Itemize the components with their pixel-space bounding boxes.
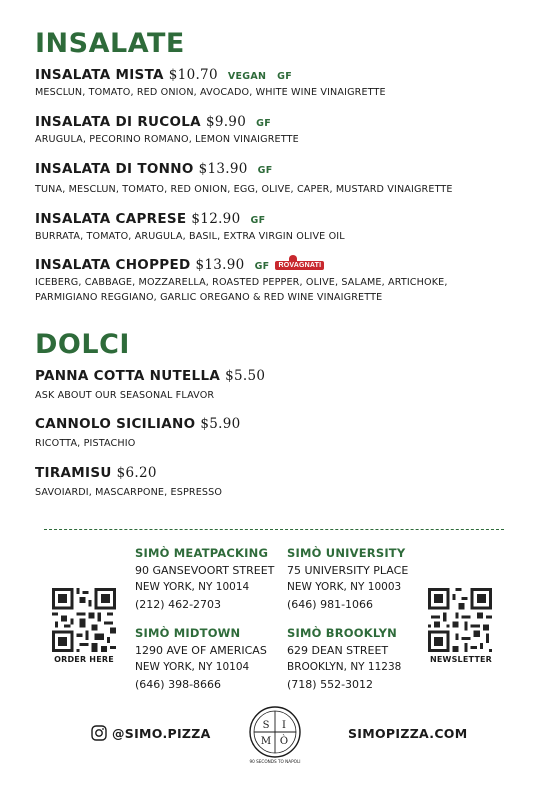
location-city: BROOKLYN, NY 11238 — [287, 661, 402, 673]
order-qr-code[interactable] — [52, 588, 116, 652]
location-phone[interactable]: (212) 462-2703 — [135, 598, 222, 611]
item-price: $6.20 — [116, 465, 157, 481]
rovagnati-logo: ROVAGNATI — [275, 261, 324, 270]
item-name: INSALATA CAPRESE — [35, 211, 187, 227]
instagram-icon[interactable] — [91, 725, 107, 741]
menu-item — [35, 161, 515, 197]
svg-text:Ò: Ò — [279, 736, 289, 747]
item-name: CANNOLO SICILIANO — [35, 416, 196, 432]
diet-tags: GF — [257, 165, 273, 176]
diet-tags: VEGAN GF — [227, 71, 292, 82]
item-description: TUNA, MESCLUN, TOMATO, RED ONION, EGG, OLIVE, CAPER, MUSTARD VINAIGRETTE — [35, 184, 453, 195]
svg-text:90 SECONDS TO NAPOLI: 90 SECONDS TO NAPOLI — [249, 759, 301, 764]
website-link[interactable]: SIMOPIZZA.COM — [348, 726, 468, 741]
item-price: $12.90 — [191, 211, 241, 227]
item-price: $9.90 — [205, 114, 247, 130]
menu-item — [35, 114, 515, 147]
location-midtown — [135, 626, 267, 693]
salads-heading: INSALATE — [35, 28, 185, 59]
item-price: $13.90 — [198, 161, 248, 177]
location-meatpacking — [135, 546, 274, 613]
svg-text:S: S — [262, 720, 270, 731]
location-name: SIMÒ MIDTOWN — [135, 626, 241, 640]
menu-item — [35, 257, 515, 305]
item-price: $10.70 — [168, 67, 218, 83]
item-description: SAVOIARDI, MASCARPONE, ESPRESSO — [35, 487, 223, 498]
item-description: ARUGULA, PECORINO ROMANO, LEMON VINAIGRETTE — [35, 134, 299, 145]
diet-tags: GF — [250, 215, 266, 226]
location-university — [287, 546, 408, 613]
diet-tags: GF — [254, 261, 270, 272]
item-name: INSALATA DI RUCOLA — [35, 114, 201, 130]
simo-logo — [247, 705, 303, 765]
item-description-continued: PARMIGIANO REGGIANO, GARLIC OREGANO & RED WINE VINAIGRETTE — [35, 292, 383, 303]
location-city: NEW YORK, NY 10003 — [287, 581, 402, 593]
section-divider — [44, 529, 504, 530]
item-price: $5.50 — [225, 368, 266, 384]
desserts-heading: DOLCI — [35, 329, 130, 360]
newsletter-qr-code[interactable] — [428, 588, 492, 652]
svg-text:I: I — [282, 720, 286, 731]
item-description: BURRATA, TOMATO, ARUGULA, BASIL, EXTRA VIRGIN OLIVE OIL — [35, 231, 345, 242]
item-name: PANNA COTTA NUTELLA — [35, 368, 221, 384]
location-street: 90 GANSEVOORT STREET — [135, 564, 275, 577]
item-description: MESCLUN, TOMATO, RED ONION, AVOCADO, WHITE WINE VINAIGRETTE — [35, 87, 386, 98]
location-street: 75 UNIVERSITY PLACE — [287, 564, 409, 577]
diet-tags: GF — [256, 118, 271, 129]
location-brooklyn — [287, 626, 401, 693]
location-phone[interactable]: (646) 981-1066 — [287, 598, 374, 611]
item-price: $5.90 — [200, 416, 241, 432]
item-name: TIRAMISU — [35, 465, 112, 481]
location-name: SIMÒ BROOKLYN — [287, 626, 397, 640]
location-city: NEW YORK, NY 10104 — [135, 661, 250, 673]
item-description: ICEBERG, CABBAGE, MOZZARELLA, ROASTED PEPPER, OLIVE, SALAME, ARTICHOKE, — [35, 277, 448, 288]
location-phone[interactable]: (646) 398-8666 — [135, 678, 222, 691]
item-price: $13.90 — [195, 257, 245, 273]
location-name: SIMÒ MEATPACKING — [135, 546, 269, 560]
menu-item — [35, 416, 515, 451]
svg-text:M: M — [260, 736, 272, 747]
order-here-label: ORDER HERE — [54, 655, 114, 664]
location-phone[interactable]: (718) 552-3012 — [287, 678, 374, 691]
menu-item — [35, 67, 515, 100]
item-description: ASK ABOUT OUR SEASONAL FLAVOR — [35, 390, 215, 401]
item-name: INSALATA DI TONNO — [35, 161, 194, 177]
location-street: 1290 AVE OF AMERICAS — [135, 644, 267, 657]
location-city: NEW YORK, NY 10014 — [135, 581, 250, 593]
menu-item — [35, 368, 515, 403]
item-description: RICOTTA, PISTACHIO — [35, 438, 136, 449]
item-name: INSALATA MISTA — [35, 67, 164, 83]
menu-item — [35, 465, 515, 500]
location-street: 629 DEAN STREET — [287, 644, 389, 657]
instagram-handle[interactable]: @SIMO.PIZZA — [112, 726, 211, 741]
location-name: SIMÒ UNIVERSITY — [287, 546, 406, 560]
menu-item — [35, 211, 515, 244]
item-name: INSALATA CHOPPED — [35, 257, 191, 273]
newsletter-label: NEWSLETTER — [429, 655, 493, 664]
